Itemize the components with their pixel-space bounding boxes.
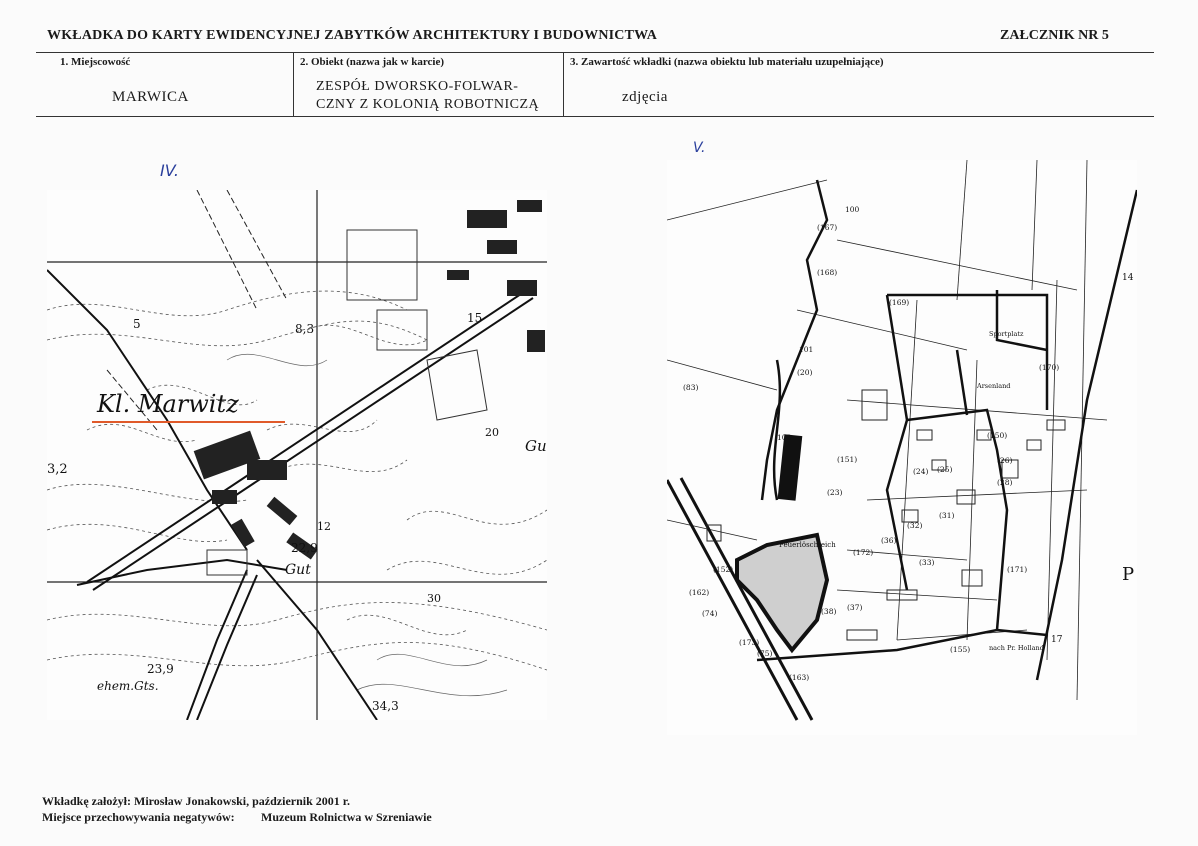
parcel-label: (168) [817,268,838,277]
parcel-label: (74) [702,609,718,618]
parcel-label: (162) [689,588,710,597]
parcel-label: (37) [847,603,863,612]
parcel-label: (31) [939,511,955,520]
object-value-line2: CZNY Z KOLONIĄ ROBOTNICZĄ [316,97,540,112]
parcel-label: (75) [757,649,773,658]
map-mark-iv: IV. [160,161,179,180]
contour-label: 20 [485,426,499,439]
elevation-label: 23,9 [147,662,174,676]
topographic-map-left [47,190,547,720]
map-mark-v: V. [693,140,706,156]
parcel-label: (163) [789,673,810,682]
annex-number: ZAŁCZNIK NR 5 [1000,28,1109,43]
parcel-label: 14 [1122,273,1134,283]
marwitz-place-label: Kl. Marwitz [97,390,239,418]
parcel-label: 100 [845,205,860,214]
cadastral-map-drawing [667,160,1137,735]
parcel-label: 17 [1051,635,1063,645]
parcel-label: (36) [881,536,897,545]
elevation-label: 8,3 [295,322,315,336]
pond-label: Feuerlöschteich [779,541,836,549]
contour-label: 12 [317,520,331,533]
parcel-label: (151) [837,455,858,464]
place-label: Gu [525,437,547,455]
header-rule-top [36,52,1154,53]
parcel-label: (173) [739,638,760,647]
elevation-label: 34,3 [372,699,399,713]
parcel-label: (24) [913,467,929,476]
parcel-label: (28) [997,478,1013,487]
parcel-label: (150) [987,431,1008,440]
elevation-label: 22,9 [291,541,318,555]
locality-label: 1. Miejscowość [60,56,131,68]
elevation-label: 3,2 [47,462,68,477]
parcel-label: (23) [827,488,843,497]
elevation-label: 15 [467,311,483,325]
parcel-label: (25) [937,465,953,474]
parcel-label: 101 [799,345,814,354]
parcel-label: (83) [683,383,699,392]
parcel-label: 102 [777,433,792,442]
column-divider-2 [563,53,564,116]
parcel-label: (170) [1039,363,1060,372]
edge-label: P [1122,564,1135,585]
locality-value: MARWICA [112,89,189,105]
place-label: Gut [285,562,311,578]
contour-label: 30 [427,592,441,605]
arsenland-label: Arsenland [977,382,1011,390]
object-value-line1: ZESPÓŁ DWORSKO-FOLWAR- [316,79,519,94]
storage-label: Miejsce przechowywania negatywów: [42,810,235,824]
object-label: 2. Obiekt (nazwa jak w karcie) [300,56,445,68]
contents-label: 3. Zawartość wkładki (nazwa obiektu lub materiału uzupełniające) [570,56,884,68]
road-label: nach Pr. Holland [989,644,1044,652]
sportplatz-label: Sportplatz [989,330,1024,338]
place-label: ehem.Gts. [97,679,159,693]
column-divider-1 [293,53,294,116]
parcel-label: (167) [817,223,838,232]
parcel-label: (155) [950,645,971,654]
parcel-label: (152) [713,565,734,574]
header-rule-bottom [36,116,1154,117]
contents-value: zdjęcia [622,89,668,105]
parcel-label: (26) [997,456,1013,465]
created-by-note: Wkładkę założył: Mirosław Jonakowski, październik 2001 r. [42,794,351,808]
parcel-label: (169) [889,298,910,307]
parcel-label: (38) [821,607,837,616]
cadastral-map-right [667,160,1137,735]
parcel-label: (33) [919,558,935,567]
document-title: WKŁADKA DO KARTY EWIDENCYJNEJ ZABYTKÓW ARCHITEKTURY I BUDOWNICTWA [47,28,658,43]
parcel-label: (20) [797,368,813,377]
topographic-map-drawing [47,190,547,720]
parcel-label: (171) [1007,565,1028,574]
parcel-label: (32) [907,521,923,530]
storage-value: Muzeum Rolnictwa w Szreniawie [261,810,432,824]
parcel-label: (172) [853,548,874,557]
contour-label: 5 [133,317,141,331]
